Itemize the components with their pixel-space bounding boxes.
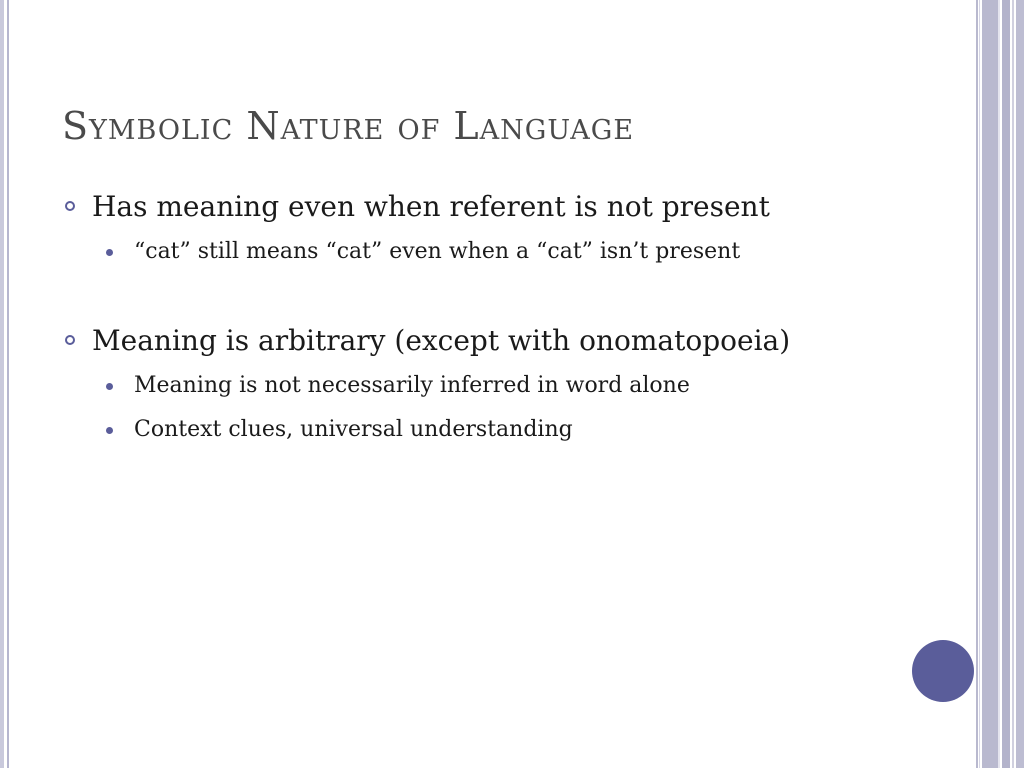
bullet-item	[62, 322, 942, 360]
bullet-group	[62, 322, 942, 452]
ring-bullet-icon	[65, 201, 75, 211]
sub-bullet-item	[62, 364, 942, 408]
dot-bullet-icon	[106, 249, 113, 256]
left-border-line	[0, 0, 4, 768]
left-border-line-inner	[7, 0, 9, 768]
bullet-text: Meaning is arbitrary (except with onomatopoeia)	[92, 324, 791, 357]
sub-bullet-item	[62, 230, 942, 274]
sub-bullet-list	[62, 364, 942, 452]
right-border-stripes	[976, 0, 1024, 768]
dot-bullet-icon	[106, 427, 113, 434]
sub-bullet-text: “cat” still means “cat” even when a “cat” isn’t present	[134, 239, 741, 264]
ring-bullet-icon	[65, 335, 75, 345]
sub-bullet-list	[62, 230, 942, 274]
dot-bullet-icon	[106, 383, 113, 390]
slide-content	[62, 188, 942, 452]
bullet-group	[62, 188, 942, 274]
decorative-circle	[912, 640, 974, 702]
sub-bullet-text: Context clues, universal understanding	[134, 417, 573, 442]
sub-bullet-text: Meaning is not necessarily inferred in word alone	[134, 373, 690, 398]
bullet-text: Has meaning even when referent is not present	[92, 190, 770, 223]
slide-title: Symbolic Nature of Language	[62, 104, 635, 148]
sub-bullet-item	[62, 408, 942, 452]
bullet-item	[62, 188, 942, 226]
